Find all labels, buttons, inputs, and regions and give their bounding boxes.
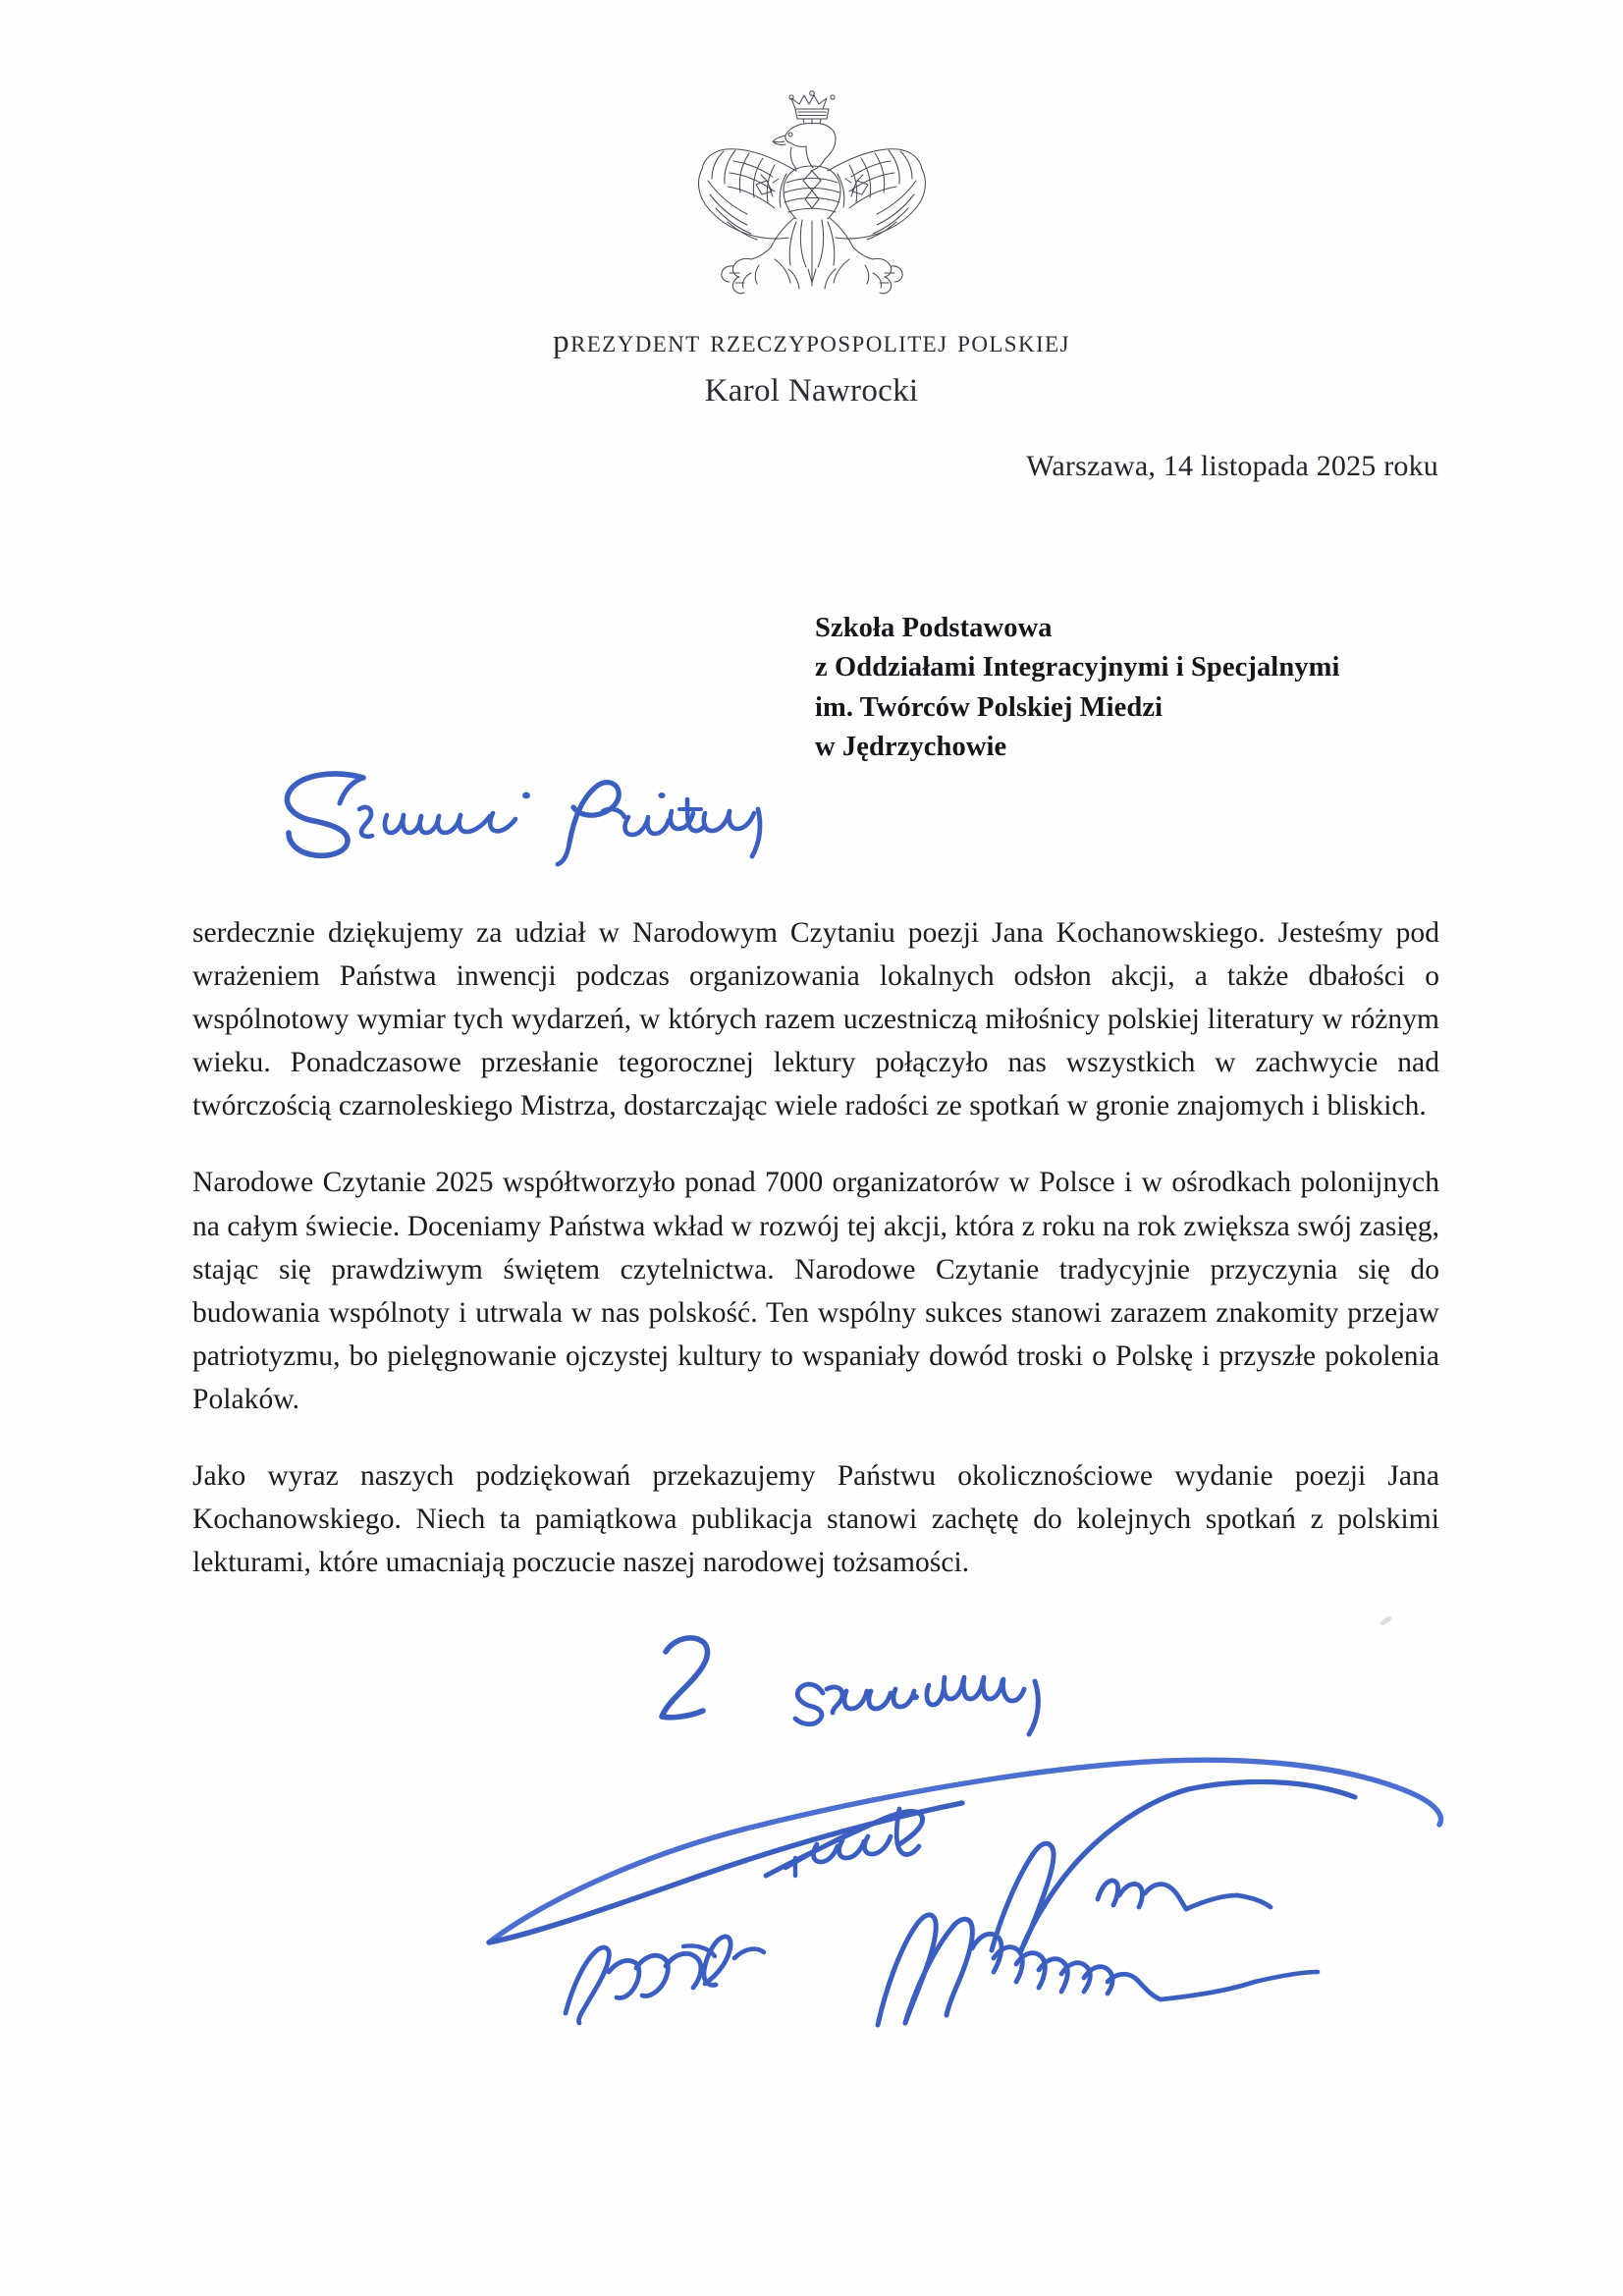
handwritten-salutation-text	[257, 748, 258, 749]
body-paragraph-2: Narodowe Czytanie 2025 współtworzyło ponad 7000 organizatorów w Polsce i w ośrodkach polonijnych na całym świecie. Doceniamy Państwa wkład w rozwój tej akcji, która z roku na rok zwiększa swój zasięg, stając się prawdziwym świętem czytelnictwa. Narodowe Czytanie tradycyjnie przyczynia się do budowania wspólnoty i utrwala w nas polskość. Ten wspólny sukces stanowi zarazem znakomity przejaw patriotyzmu, bo pielęgnowanie ojczystej kultury to wspaniały dowód troski o Polskę i przyszłe pokolenia Polaków.	[192, 1167, 1439, 1415]
scan-artifact	[1380, 1615, 1393, 1626]
addressee-line-2: z Oddziałami Integracyjnymi i Specjalnymi	[815, 652, 1340, 683]
office-title: prezydent rzeczypospolitej polskiej	[553, 324, 1070, 359]
signature-text	[471, 1738, 472, 1739]
date-line: Warszawa, 14 listopada 2025 roku	[1026, 450, 1438, 482]
handwritten-closing	[599, 1601, 1188, 1748]
handwritten-signature	[471, 1738, 1463, 2033]
handwritten-closing-text	[599, 1601, 600, 1602]
addressee-line-1: Szkoła Podstawowa	[815, 613, 1053, 643]
letter-body	[192, 911, 1439, 1584]
letterhead	[0, 322, 1623, 410]
polish-eagle-emblem	[665, 77, 959, 295]
addressee-line-3: im. Twórców Polskiej Miedzi	[815, 691, 1163, 723]
addressee-block	[815, 609, 1339, 768]
addressee-line-4: w Jędrzychowie	[815, 732, 1007, 763]
body-paragraph-1: serdecznie dziękujemy za udział w Narodowym Czytaniu poezji Jana Kochanowskiego. Jesteśmy pod wrażeniem Państwa inwencji podczas organizowania lokalnych odsłon akcji, a także dbałości o wspólnotowy wymiar tych wydarzeń, w których razem uczestniczą miłośnicy polskiej literatury w różnym wieku. Ponadczasowe przesłanie tegorocznej lektury połączyło nas wszystkich w zachwycie nad twórczością czarnoleskiego Mistrza, dostarczając wiele radości ze spotkań w gronie znajomych i bliskich.	[192, 917, 1439, 1122]
handwritten-salutation	[257, 748, 807, 876]
emblem-container	[0, 77, 1623, 295]
president-name: Karol Nawrocki	[704, 373, 919, 410]
body-paragraph-3: Jako wyraz naszych podziękowań przekazujemy Państwu okolicznościowe wydanie poezji Jana Kochanowskiego. Niech ta pamiątkowa publikacja stanowi zachętę do kolejnych spotkań z polskimi lekturami, które umacniają poczucie naszej narodowej tożsamości.	[192, 1460, 1439, 1579]
